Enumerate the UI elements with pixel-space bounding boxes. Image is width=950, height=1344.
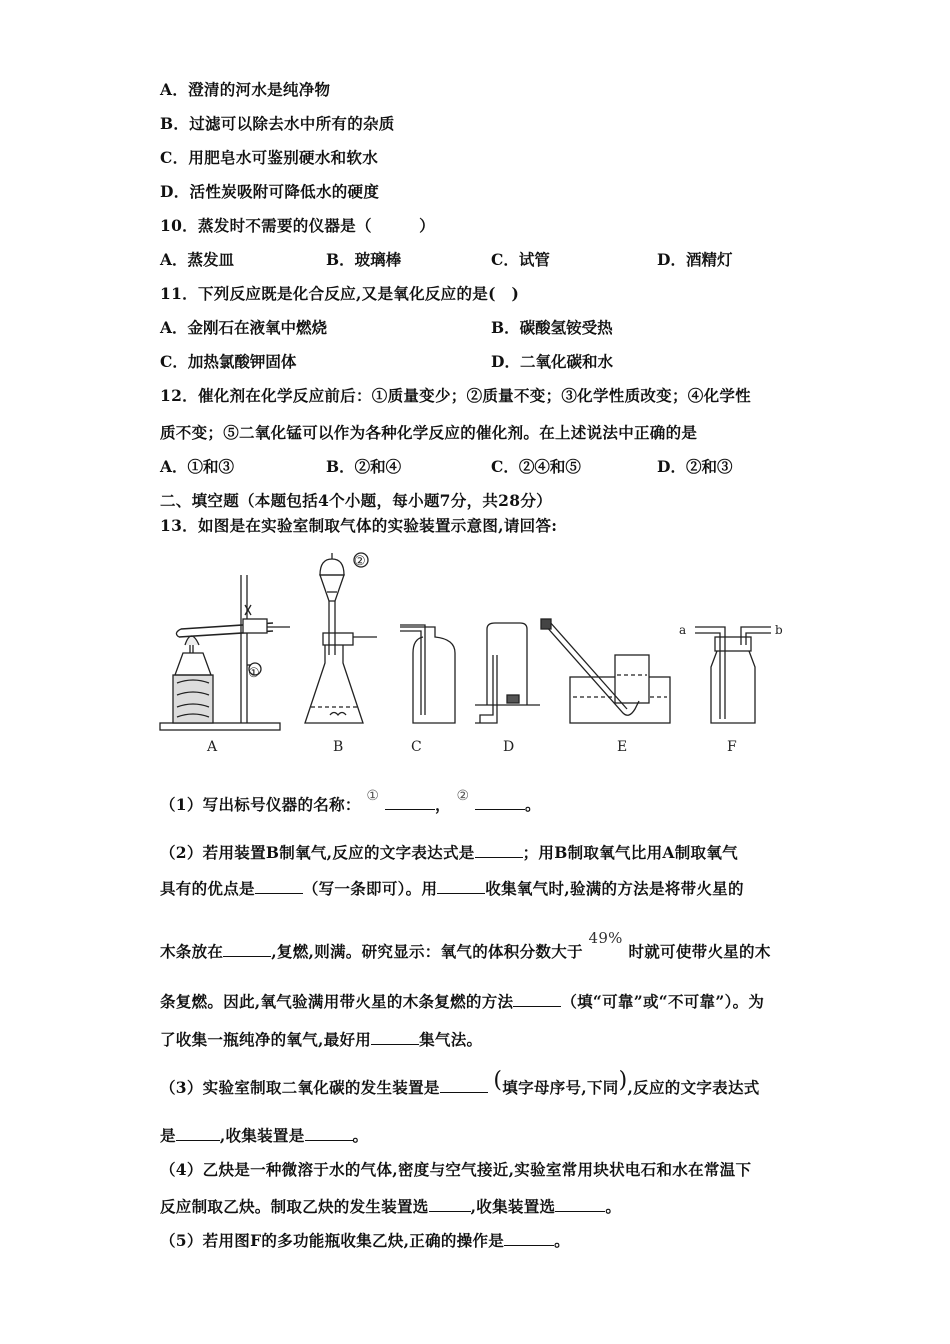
mark-1: ① [248,666,260,681]
q13-part4-line1: （4）乙炔是一种微溶于水的气体,密度与空气接近,实验室常用块状电石和水在常温下 [160,1160,752,1179]
mark-2-ref: ② [456,788,470,804]
answer-blank[interactable] [223,942,271,957]
q12-option-c: C．②④和⑤ [491,457,581,476]
answer-blank[interactable] [385,795,435,810]
q13-part5: （5）若用图F的多功能瓶收集乙炔,正确的操作是 。 [160,1231,570,1250]
q11-option-a: A．金刚石在液氧中燃烧 [160,318,328,337]
answer-blank[interactable] [371,1030,419,1045]
q12-option-d: D．②和③ [657,457,733,476]
answer-blank[interactable] [437,879,485,894]
mark-2: ② [354,554,366,569]
q9-option-a: A．澄清的河水是纯净物 [160,80,331,99]
q10-option-c: C．试管 [491,250,550,269]
q9-option-d: D．活性炭吸附可降低水的硬度 [160,182,380,201]
section2-title: 二、填空题（本题包括4个小题，每小题7分，共28分） [160,491,552,510]
answer-blank[interactable] [475,843,523,858]
label-c: C [411,739,422,755]
answer-blank[interactable] [255,879,303,894]
apparatus-a [160,575,290,730]
q10-option-b: B．玻璃棒 [326,250,402,269]
q9-option-c: C．用肥皂水可鉴别硬水和软水 [160,148,379,167]
answer-blank[interactable] [176,1126,220,1141]
q13-stem: 13．如图是在实验室制取气体的实验装置示意图,请回答: [160,516,558,535]
q12-stem-line1: 12．催化剂在化学反应前后：①质量变少；②质量不变；③化学性质改变；④化学性 [160,386,751,405]
q13-part2-line2: 具有的优点是 （写一条即可）。用 收集氧气时,验满的方法是将带火星的 [160,879,744,898]
apparatus-d [475,623,540,723]
q9-option-b: B．过滤可以除去水中所有的杂质 [160,114,395,133]
label-e: E [617,739,628,755]
q11-option-c: C．加热氯酸钾固体 [160,352,297,371]
apparatus-figure [155,545,795,760]
mark-1-ref: ① [366,788,380,804]
q13-part2-line1: （2）若用装置B制氧气,反应的文字表达式是 ；用B制取氧气比用A制取氧气 [160,843,738,862]
answer-blank[interactable] [305,1126,353,1141]
answer-blank[interactable] [440,1078,488,1093]
q11-option-d: D．二氧化碳和水 [491,352,613,371]
apparatus-f [695,627,771,723]
answer-blank[interactable] [429,1197,471,1212]
percent-value: 49% [588,929,623,947]
answer-blank[interactable] [475,795,525,810]
answer-blank[interactable] [513,992,561,1007]
q13-part1: （1）写出标号仪器的名称： ① ， ② 。 [160,788,541,814]
q11-stem: 11．下列反应既是化合反应,又是氧化反应的是( ) [160,284,520,303]
label-a: A [207,739,218,755]
q12-option-b: B．②和④ [326,457,402,476]
answer-blank[interactable] [504,1231,554,1246]
q10-option-d: D．酒精灯 [657,250,733,269]
label-port-b: b [775,623,783,637]
q10-stem: 10．蒸发时不需要的仪器是（ ） [160,216,435,235]
answer-blank[interactable] [555,1197,605,1212]
q12-stem-line2: 质不变；⑤二氧化锰可以作为各种化学反应的催化剂。在上述说法中正确的是 [160,423,698,442]
apparatus-b [305,553,377,723]
q13-part2-line3: 木条放在 ,复燃,则满。研究显示：氧气的体积分数大于 49% 时就可使带火星的木 [160,929,771,961]
label-port-a: a [679,623,687,637]
label-d: D [503,739,515,755]
q13-part2-line5: 了收集一瓶纯净的氧气,最好用 集气法。 [160,1030,483,1049]
q13-part3-line2: 是 ,收集装置是 。 [160,1126,369,1145]
apparatus-e [541,619,670,723]
apparatus-c [400,625,455,723]
q13-part2-line4: 条复燃。因此,氧气验满用带火星的木条复燃的方法 （填“可靠”或“不可靠”）。为 [160,992,765,1011]
q12-option-a: A．①和③ [160,457,235,476]
label-b: B [333,739,344,755]
q11-option-b: B．碳酸氢铵受热 [491,318,613,337]
q13-part4-line2: 反应制取乙炔。制取乙炔的发生装置选 ,收集装置选 。 [160,1197,622,1216]
q10-option-a: A．蒸发皿 [160,250,235,269]
label-f: F [727,739,737,755]
q13-part3-line1: （3）实验室制取二氧化碳的发生装置是 (填字母序号,下同),反应的文字表达式 [160,1068,760,1097]
